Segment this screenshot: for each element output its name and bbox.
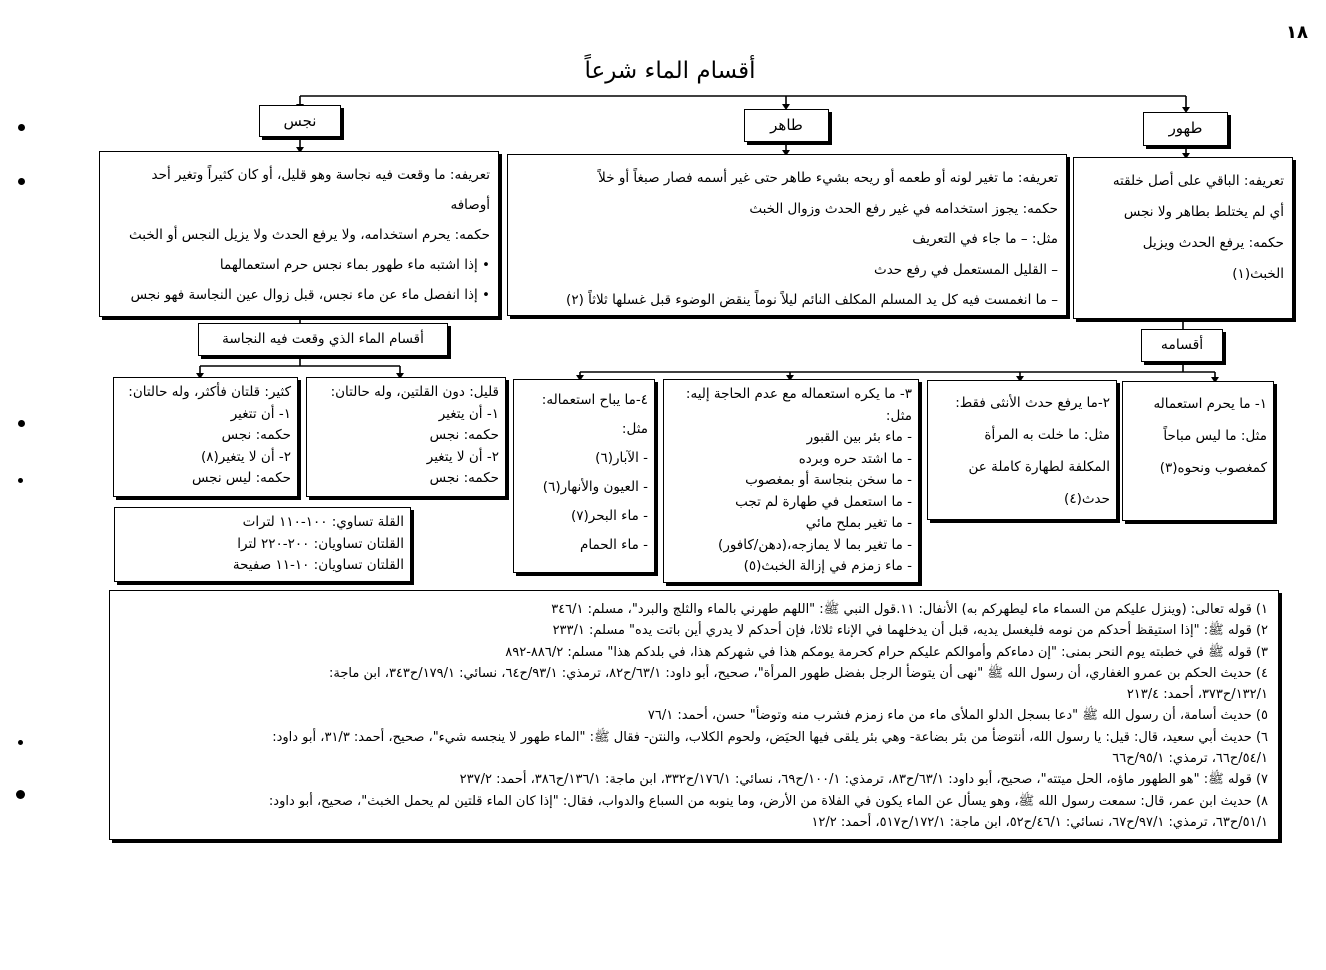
margin-dot xyxy=(18,740,23,745)
footnote-4: ٤) حديث الحكم بن عمرو الغفاري، أن رسول الله ﷺ "نهى أن يتوضأ الرجل بفضل طهور المرأة"، صحيح، أبو داود: ٦٣/١/ح٨٢، ترمذي: ٩٣/١/ح٦٤، نسائي: ١٧٩/١/ح٣٤٣، ابن ماجة: xyxy=(329,665,1268,681)
tahur-division-2: ٢-ما يرفع حدث الأنثى فقط: مثل: ما خلت به المرأة المكلفة لطهارة كاملة عن حدث(٤) xyxy=(927,380,1117,520)
footnote-1: ١) قوله تعالى: (وينزل عليكم من السماء ماء ليطهركم به) الأنفال: ١١.قول النبي ﷺ: "اللهم طهرني بالماء والثلج والبرد"، مسلم: ٣٤٦/١ xyxy=(551,602,1268,617)
margin-dot xyxy=(16,790,25,799)
footnote-5: ٥) حديث أسامة، أن رسول الله ﷺ "دعا بسجل الدلو الملأى ماء من ماء زمزم فشرب منه وتوضأ" حسن، أحمد: ٧٦/١ xyxy=(647,708,1268,724)
tahur-division-1: ١- ما يحرم استعماله مثل: ما ليس مباحاً كمغصوب ونحوه(٣) xyxy=(1122,381,1274,521)
footnote-2: ٢) قوله ﷺ: "إذا استيقظ أحدكم من نومه فليغسل يديه، قبل أن يدخلهما في الإناء ثلاثا، فإن أحدكم لا يدري أين باتت يده" مسلم: ٢٣٣/١ xyxy=(552,623,1268,639)
footnote-7: ٧) قوله ﷺ: "هو الطهور ماؤه، الحل ميتته"، صحيح، أبو داود: ٦٣/١/ح٨٣، ترمذي: ١٠٠/١/ح٦٩، نسائي: ١٧٦/١/ح٣٣٢، ابن ماجة: ١٣٦/١/ح٣٨٦، أحمد: ٢٣٧/٢ xyxy=(459,772,1268,788)
najasa-divisions-label: أقسام الماء الذي وقعت فيه النجاسة xyxy=(198,323,448,356)
footnotes-box xyxy=(109,590,1279,840)
margin-dot xyxy=(18,420,25,427)
footnote-8-cont: ٥١/١/ح٦٣، ترمذي: ٩٧/١/ح٦٧، نسائي: ٤٦/١/ح٥٢، ابن ماجة: ١٧٢/١/ح٥١٧، أحمد: ١٢/٢ xyxy=(811,814,1268,830)
najis-division-kathir: كثير: قلتان فأكثر، وله حالتان: ١- أن تتغير حكمه: نجس ٢- أن لا يتغير(٨) حكمه: ليس نجس xyxy=(113,377,298,497)
najis-definition-box xyxy=(99,151,499,317)
footnote-6: ٦) حديث أبي سعيد، قال: قيل: يا رسول الله، أنتوضأ من بئر بضاعة- وهي بئر يلقى فيها الحيَض، ولحوم الكلاب، والنتن- فقال ﷺ: "الماء طهور لا ينجسه شيء"، صحيح، أحمد: ٣١/٣، أبو داود: xyxy=(272,729,1268,745)
footnote-3: ٣) قوله ﷺ في خطبته يوم النحر بمنى: "إن دماءكم وأموالكم عليكم حرام كحرمة يومكم هذا في شهركم هذا، في بلدكم هذا" مسلم: ٨٨٦/٢-٨٩٢ xyxy=(505,644,1268,660)
najis-division-qalil: قليل: دون القلتين، وله حالتان: ١- أن يتغير حكمه: نجس ٢- أن لا يتغير حكمه: نجس xyxy=(306,377,506,497)
najis-definition-text: تعريفه: ما وقعت فيه نجاسة وهو قليل، أو كان كثيراً وتغير أحد أوصافه حكمه: يحرم استخدامه، ولا يرفع الحدث ولا يزيل النجس أو الخبث • إذا اشتبه ماء طهور بماء نجس حرم استعمالهما • إذا انفصل ماء عن ماء نجس، قبل زوال عين النجاسة فهو نجس xyxy=(129,167,490,303)
page-number: ١٨ xyxy=(1286,22,1308,43)
tahur-division-4: ٤-ما يباح استعماله: مثل: - الآبار(٦) - العيون والأنهار(٦) - ماء البحر(٧) - ماء الحمام xyxy=(513,379,655,573)
category-tahur-label: طهور xyxy=(1143,112,1228,146)
category-najis-label: نجس xyxy=(259,105,341,137)
margin-dot xyxy=(18,478,23,483)
footnote-8: ٨) حديث ابن عمر، قال: سمعت رسول الله ﷺ، وهو يسأل عن الماء يكون في الفلاة من الأرض، وما ينوبه من السباع والدواب، فقال: "إذا كان الماء قلتين لم يحمل الخبث"، صحيح، أبو داود: xyxy=(268,793,1268,809)
footnote-6-cont: ٥٤/١/ح٦٦، ترمذي: ٩٥/١/ح٦٦ xyxy=(1112,751,1268,767)
footnote-4-cont: ١٣٢/١/ح٣٧٣، أحمد: ٢١٣/٤ xyxy=(1126,687,1268,703)
category-tahir-label: طاهر xyxy=(744,109,829,142)
aqsamuh-label: أقسامه xyxy=(1141,329,1223,362)
tahir-definition-text: تعريفه: ما تغير لونه أو طعمه أو ريحه بشيء طاهر حتى غير أسمه فصار صبغاً أو خلاً حكمه: يجوز استخدامه في غير رفع الحدث وزوال الخبث مثل: – ما جاء في التعريف – القليل المستعمل في رفع حدث – ما انغمست فيه كل يد المسلم المكلف النائم ليلاً نوماً ينقض الوضوء قبل غسلها ثلاثاً (٢) xyxy=(566,170,1058,308)
margin-dot xyxy=(18,124,25,131)
margin-dot xyxy=(18,178,25,185)
qullah-measures-box: القلة تساوي: ١٠٠-١١٠ لترات القلتان تساويان: ٢٠٠-٢٢٠ لترا القلتان تساويان: ١٠-١١ صفيحة xyxy=(114,507,411,582)
diagram-title: أقسام الماء شرعاً xyxy=(584,58,756,84)
tahur-division-3: ٣- ما يكره استعماله مع عدم الحاجة إليه: مثل: - ماء بئر بين القبور - ما اشتد حره وبرده - ما سخن بنجاسة أو بمغصوب - ما استعمل في طهارة لم تجب - ما تغير بملح مائي - ما تغير بما لا يمازجه،(دهن/كافور) - ماء زمزم في إزالة الخبث(٥) xyxy=(663,379,919,583)
tahur-definition-text: تعريفه: الباقي على أصل خلقته أي لم يختلط بطاهر ولا نجس حكمه: يرفع الحدث ويزيل الخبث(١) xyxy=(1112,173,1284,282)
tahir-definition-box xyxy=(507,154,1067,316)
tahur-definition-box xyxy=(1073,157,1293,319)
